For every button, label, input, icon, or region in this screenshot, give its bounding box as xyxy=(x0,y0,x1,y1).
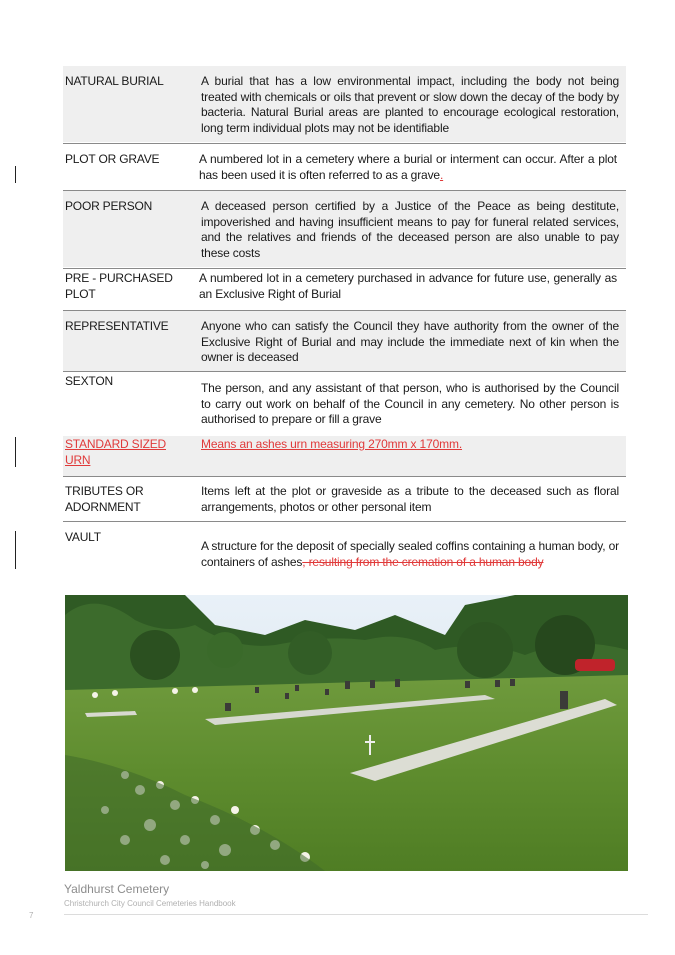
glossary-row-tributes-or-adornment xyxy=(63,477,626,521)
glossary-term: VAULT xyxy=(65,530,101,544)
glossary-definition: Means an ashes urn measuring 270mm x 170mm. xyxy=(201,437,463,451)
tracked-deletion: , resulting from the cremation of a human body xyxy=(302,554,544,569)
change-bar xyxy=(15,166,16,183)
glossary-term: PLOT OR GRAVE xyxy=(65,152,160,166)
glossary-term: PRE - PURCHASED PLOT xyxy=(65,271,173,301)
glossary-definition: The person, and any assistant of that person, who is authorised by the Council to carry out work on behalf of the Council in any cemetery. No other person is authorised to prepare or fill a grave xyxy=(201,381,619,427)
glossary-row-pre-purchased-plot xyxy=(63,269,626,309)
photo-subcaption: Christchurch City Council Cemeteries Handbook xyxy=(64,899,236,908)
glossary-definition: A numbered lot in a cemetery where a burial or interment can occur. After a plot has been used it is often referred to as a grave. xyxy=(199,152,617,182)
glossary-row-poor-person xyxy=(63,191,626,267)
glossary-row-sexton xyxy=(63,372,626,434)
glossary-definition: Anyone who can satisfy the Council they have authority from the owner of the Exclusive Right of Burial and may include the immediate next of kin when the owner is deceased xyxy=(201,319,619,365)
footer-rule xyxy=(64,914,648,915)
glossary-definition: A deceased person certified by a Justice of the Peace as being destitute, impoverished and having insufficient means to pay for funeral related services, and the relatives and friends of the deceased person are also unable to pay these costs xyxy=(201,199,619,260)
change-bar xyxy=(15,531,16,569)
glossary-term: STANDARD SIZED URN xyxy=(65,437,166,467)
glossary-row-plot-or-grave xyxy=(63,144,626,190)
glossary-row-representative xyxy=(63,311,626,371)
glossary-definition: A burial that has a low environmental impact, including the body not being treated with chemicals or oils that prevent or slow down the decay of the body by bacteria. Natural Burial areas are planted to encourage ecological restoration, long term individual plots may not be identifiable xyxy=(201,74,619,135)
glossary-definition: Items left at the plot or graveside as a tribute to the deceased such as floral arrangements, photos or other personal item xyxy=(201,484,619,514)
photo-caption: Yaldhurst Cemetery xyxy=(64,882,170,896)
glossary-row-natural-burial xyxy=(63,66,626,142)
glossary-term: SEXTON xyxy=(65,374,113,388)
glossary-definition: A structure for the deposit of specially sealed coffins containing a human body, or containers of ashes, resulting from the cremation of a human body xyxy=(201,539,619,569)
tracked-insertion: . xyxy=(439,167,444,182)
glossary-term: POOR PERSON xyxy=(65,199,153,213)
glossary-definition: A numbered lot in a cemetery purchased in advance for future use, generally as an Exclusive Right of Burial xyxy=(199,271,617,301)
cemetery-photo xyxy=(65,595,628,871)
glossary-term: TRIBUTES OR ADORNMENT xyxy=(65,484,144,514)
page-number: 7 xyxy=(29,911,34,920)
glossary-row-vault xyxy=(63,522,626,572)
glossary-term: NATURAL BURIAL xyxy=(65,74,164,88)
change-bar xyxy=(15,437,16,467)
glossary-term: REPRESENTATIVE xyxy=(65,319,169,333)
glossary-row-standard-sized-urn xyxy=(63,436,626,476)
